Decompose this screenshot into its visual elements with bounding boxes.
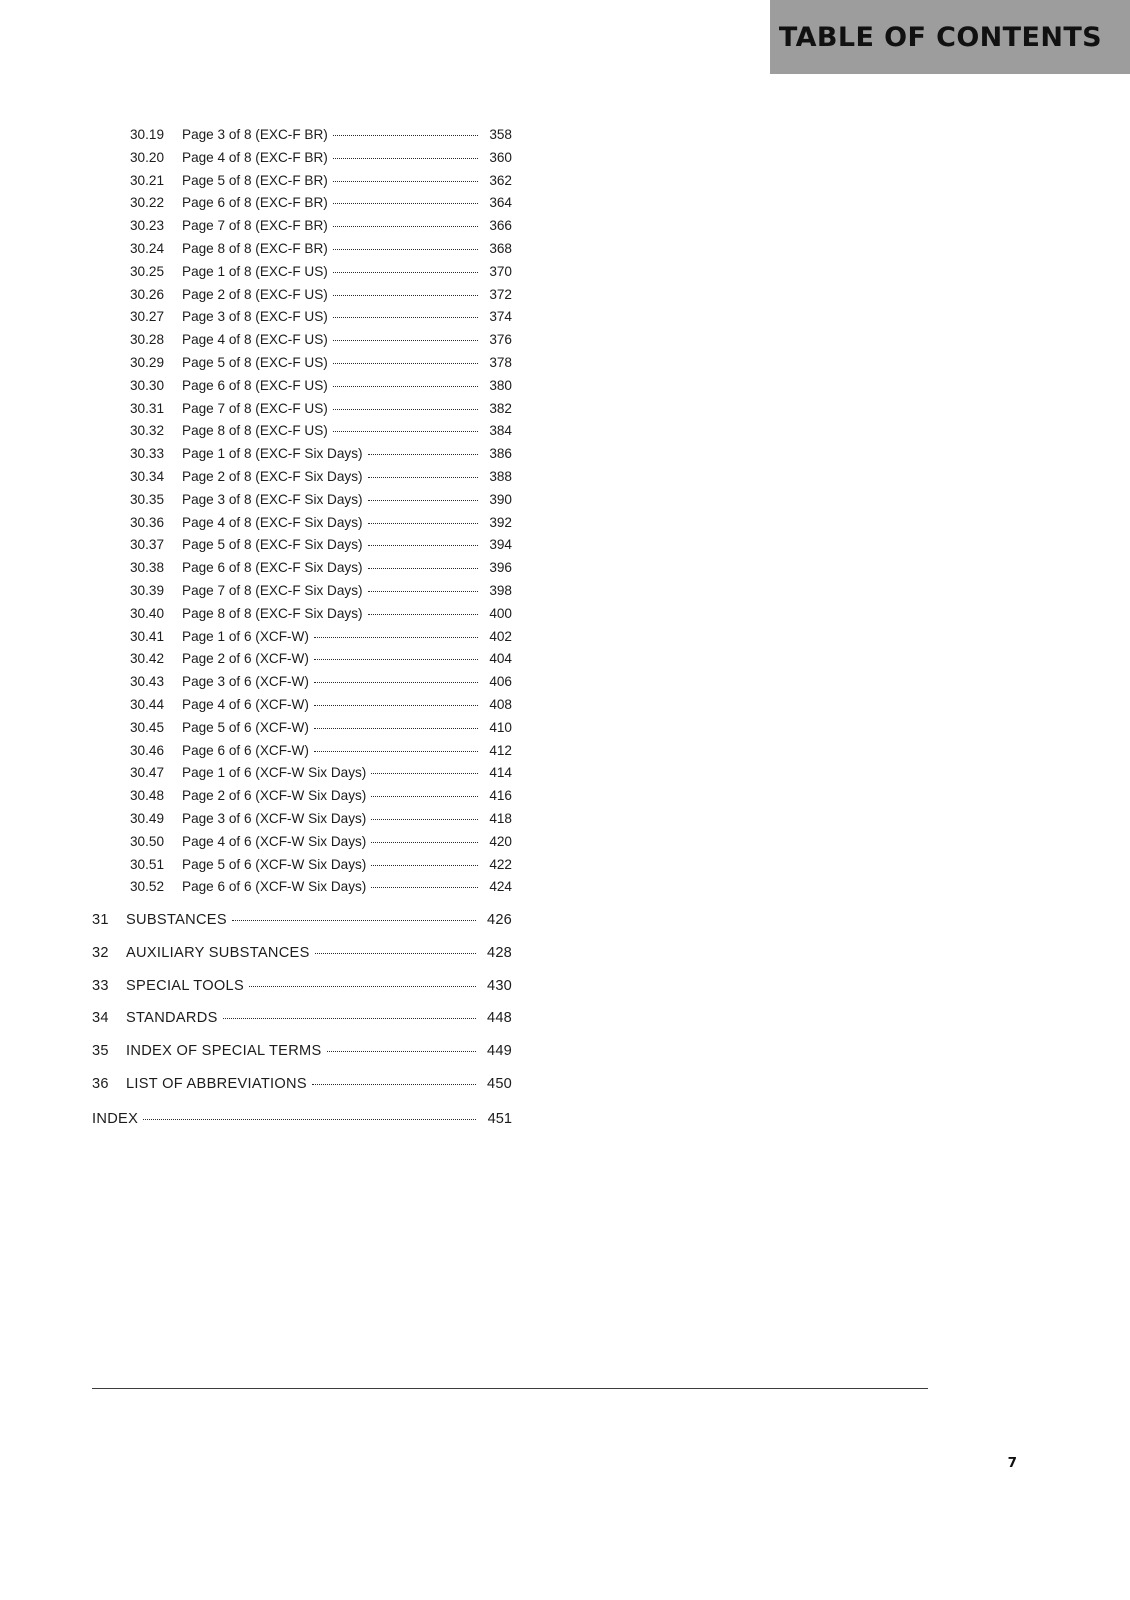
entry-number: 30.21: [130, 172, 165, 188]
entry-page: 394: [489, 537, 512, 553]
toc-entry[interactable]: [92, 192, 512, 215]
entry-number: 30.36: [130, 514, 165, 530]
leader-dots: [333, 339, 478, 341]
toc-entry[interactable]: [92, 717, 512, 740]
toc-entry[interactable]: [92, 124, 512, 147]
chapter-number: 33: [92, 977, 109, 994]
entry-label: Page 7 of 8 (EXC-F BR): [182, 218, 328, 234]
entry-page: 414: [489, 765, 512, 781]
entry-number: 30.51: [130, 856, 165, 872]
toc-entry[interactable]: [92, 466, 512, 489]
entry-number: 30.26: [130, 286, 165, 302]
chapter-page: 430: [487, 977, 512, 994]
chapter-number: 32: [92, 944, 109, 961]
entry-number: 30.47: [130, 765, 165, 781]
entry-page: 372: [489, 286, 512, 302]
entry-label: Page 2 of 8 (EXC-F US): [182, 286, 328, 302]
leader-dots: [371, 841, 478, 843]
entry-label: Page 8 of 8 (EXC-F BR): [182, 240, 328, 256]
entry-page: 424: [489, 879, 512, 895]
entry-page: 374: [489, 309, 512, 325]
leader-dots: [333, 134, 478, 136]
leader-dots: [314, 658, 478, 660]
leader-dots: [314, 750, 478, 752]
toc-entry[interactable]: [92, 580, 512, 603]
entry-number: 30.40: [130, 605, 165, 621]
leader-dots: [314, 681, 478, 683]
chapter-label: INDEX OF SPECIAL TERMS: [126, 1043, 322, 1060]
entry-number: 30.33: [130, 446, 165, 462]
entry-page: 412: [489, 742, 512, 758]
entry-label: Page 8 of 8 (EXC-F Six Days): [182, 605, 363, 621]
leader-dots: [333, 362, 478, 364]
leader-dots: [368, 544, 478, 546]
leader-dots: [327, 1050, 476, 1052]
entry-page: 366: [489, 218, 512, 234]
toc-entry[interactable]: [92, 147, 512, 170]
entry-label: Page 4 of 6 (XCF-W): [182, 696, 309, 712]
entry-page: 402: [489, 628, 512, 644]
leader-dots: [333, 385, 478, 387]
toc-entry[interactable]: [92, 785, 512, 808]
toc-entry[interactable]: [92, 854, 512, 877]
entry-number: 30.52: [130, 879, 165, 895]
entry-page: 378: [489, 354, 512, 370]
entry-label: Page 3 of 8 (EXC-F BR): [182, 127, 328, 142]
chapter-label: SUBSTANCES: [126, 912, 227, 929]
entry-label: Page 1 of 8 (EXC-F Six Days): [182, 446, 363, 462]
toc-chapter[interactable]: [92, 975, 512, 998]
entry-label: Page 7 of 8 (EXC-F US): [182, 400, 328, 416]
toc-chapter[interactable]: [92, 1073, 512, 1096]
entry-number: 30.44: [130, 696, 165, 712]
chapter-number: 35: [92, 1043, 109, 1060]
entry-number: 30.38: [130, 560, 165, 576]
entry-label: Page 2 of 6 (XCF-W Six Days): [182, 788, 367, 804]
entry-page: 422: [489, 856, 512, 872]
toc-entry[interactable]: [92, 420, 512, 443]
leader-dots: [333, 408, 478, 410]
entry-page: 382: [489, 400, 512, 416]
entry-page: 368: [489, 240, 512, 256]
entry-number: 30.22: [130, 195, 165, 211]
entry-number: 30.25: [130, 263, 165, 279]
entry-number: 30.42: [130, 651, 165, 667]
leader-dots: [333, 248, 478, 250]
chapter-number: 34: [92, 1010, 109, 1027]
toc-entry[interactable]: [92, 352, 512, 375]
entry-label: Page 3 of 6 (XCF-W): [182, 674, 309, 690]
entry-number: 30.27: [130, 309, 165, 325]
leader-dots: [333, 430, 478, 432]
toc-entry[interactable]: [92, 329, 512, 352]
entry-page: 406: [489, 674, 512, 690]
entry-label: Page 5 of 8 (EXC-F US): [182, 354, 328, 370]
toc-chapter[interactable]: [92, 1007, 512, 1030]
toc-entry[interactable]: [92, 261, 512, 284]
toc-index-entry[interactable]: [92, 1108, 512, 1131]
toc-entry[interactable]: [92, 215, 512, 238]
toc-entry[interactable]: [92, 694, 512, 717]
leader-dots: [333, 225, 478, 227]
toc-entry[interactable]: [92, 398, 512, 421]
leader-dots: [314, 727, 478, 729]
toc-entry[interactable]: [92, 306, 512, 329]
entry-number: 30.35: [130, 491, 165, 507]
entry-page: 386: [489, 446, 512, 462]
entry-page: 360: [489, 149, 512, 165]
leader-dots: [368, 522, 478, 524]
entry-number: 30.49: [130, 810, 165, 826]
entry-number: 30.23: [130, 218, 165, 234]
chapter-number: 31: [92, 912, 109, 929]
toc-entry[interactable]: [92, 489, 512, 512]
entry-number: 30.43: [130, 674, 165, 690]
leader-dots: [371, 795, 478, 797]
entry-page: 408: [489, 696, 512, 712]
entry-number: 30.19: [130, 127, 165, 142]
entry-page: 364: [489, 195, 512, 211]
leader-dots: [368, 476, 478, 478]
toc-entry[interactable]: [92, 170, 512, 193]
entry-page: 376: [489, 332, 512, 348]
entry-number: 30.37: [130, 537, 165, 553]
entry-page: 410: [489, 719, 512, 735]
leader-dots: [333, 294, 478, 296]
leader-dots: [368, 499, 478, 501]
entry-page: 358: [489, 127, 512, 142]
leader-dots: [314, 704, 478, 706]
entry-label: Page 1 of 6 (XCF-W): [182, 628, 309, 644]
entry-label: Page 2 of 6 (XCF-W): [182, 651, 309, 667]
entry-label: Page 6 of 6 (XCF-W Six Days): [182, 879, 367, 895]
entry-number: 30.50: [130, 833, 165, 849]
entry-label: Page 6 of 8 (EXC-F Six Days): [182, 560, 363, 576]
entry-label: Page 2 of 8 (EXC-F Six Days): [182, 468, 363, 484]
page-title: TABLE OF CONTENTS: [778, 21, 1102, 53]
toc-entry[interactable]: [92, 671, 512, 694]
leader-dots: [368, 613, 478, 615]
entry-number: 30.24: [130, 240, 165, 256]
leader-dots: [333, 316, 478, 318]
chapter-label: LIST OF ABBREVIATIONS: [126, 1076, 307, 1093]
leader-dots: [371, 772, 478, 774]
toc-entry[interactable]: [92, 762, 512, 785]
toc-chapter[interactable]: [92, 909, 512, 932]
chapter-number: 36: [92, 1076, 109, 1093]
leader-dots: [333, 157, 478, 159]
toc-entry[interactable]: [92, 534, 512, 557]
chapter-label: SPECIAL TOOLS: [126, 977, 244, 994]
toc-entry[interactable]: [92, 740, 512, 763]
entry-page: 404: [489, 651, 512, 667]
entry-number: 30.31: [130, 400, 165, 416]
toc-entry[interactable]: [92, 648, 512, 671]
toc-entry[interactable]: [92, 284, 512, 307]
entry-number: 30.41: [130, 628, 165, 644]
entry-label: Page 8 of 8 (EXC-F US): [182, 423, 328, 439]
toc-entry[interactable]: [92, 443, 512, 466]
toc-entry[interactable]: [92, 512, 512, 535]
chapter-entries: [92, 909, 512, 1096]
entry-page: 398: [489, 582, 512, 598]
toc-entry[interactable]: [92, 238, 512, 261]
leader-dots: [314, 636, 478, 638]
entry-number: 30.30: [130, 377, 165, 393]
leader-dots: [368, 453, 478, 455]
entry-page: 416: [489, 788, 512, 804]
entry-label: Page 4 of 8 (EXC-F US): [182, 332, 328, 348]
toc-entry[interactable]: [92, 375, 512, 398]
entry-page: 380: [489, 377, 512, 393]
entry-label: Page 5 of 6 (XCF-W): [182, 719, 309, 735]
entry-label: Page 6 of 8 (EXC-F BR): [182, 195, 328, 211]
leader-dots: [371, 886, 478, 888]
entry-number: 30.20: [130, 149, 165, 165]
footer-page-number: 7: [1007, 1455, 1017, 1471]
entry-label: Page 5 of 8 (EXC-F BR): [182, 172, 328, 188]
entry-page: 420: [489, 833, 512, 849]
entry-label: Page 6 of 6 (XCF-W): [182, 742, 309, 758]
entry-label: Page 6 of 8 (EXC-F US): [182, 377, 328, 393]
subsection-entries: [92, 124, 512, 899]
leader-dots: [371, 818, 478, 820]
entry-label: Page 1 of 6 (XCF-W Six Days): [182, 765, 367, 781]
entry-label: Page 3 of 8 (EXC-F US): [182, 309, 328, 325]
entry-number: 30.28: [130, 332, 165, 348]
chapter-label: AUXILIARY SUBSTANCES: [126, 944, 310, 961]
leader-dots: [368, 567, 478, 569]
chapter-label: STANDARDS: [126, 1010, 218, 1027]
entry-page: 370: [489, 263, 512, 279]
chapter-page: 428: [487, 944, 512, 961]
leader-dots: [249, 985, 476, 987]
entry-page: 418: [489, 810, 512, 826]
toc-entry[interactable]: [92, 603, 512, 626]
leader-dots: [333, 271, 478, 273]
index-label: INDEX: [92, 1110, 139, 1127]
chapter-page: 450: [487, 1076, 512, 1093]
entry-label: Page 4 of 8 (EXC-F BR): [182, 149, 328, 165]
entry-page: 362: [489, 172, 512, 188]
entry-number: 30.48: [130, 788, 165, 804]
entry-page: 392: [489, 514, 512, 530]
entry-label: Page 7 of 8 (EXC-F Six Days): [182, 582, 363, 598]
entry-label: Page 1 of 8 (EXC-F US): [182, 263, 328, 279]
toc-entry[interactable]: [92, 831, 512, 854]
footer-divider: [92, 1388, 928, 1389]
leader-dots: [232, 919, 476, 921]
entry-number: 30.39: [130, 582, 165, 598]
leader-dots: [333, 202, 478, 204]
table-of-contents-list: [92, 124, 512, 1131]
leader-dots: [312, 1083, 476, 1085]
entry-label: Page 5 of 8 (EXC-F Six Days): [182, 537, 363, 553]
entry-page: 400: [489, 605, 512, 621]
entry-number: 30.45: [130, 719, 165, 735]
toc-chapter[interactable]: [92, 942, 512, 965]
entry-label: Page 4 of 6 (XCF-W Six Days): [182, 833, 367, 849]
index-page: 451: [487, 1110, 512, 1127]
entry-page: 390: [489, 491, 512, 507]
toc-entry[interactable]: [92, 626, 512, 649]
table-of-contents-header: [770, 0, 1130, 74]
entry-number: 30.46: [130, 742, 165, 758]
entry-label: Page 4 of 8 (EXC-F Six Days): [182, 514, 363, 530]
leader-dots: [371, 864, 478, 866]
entry-label: Page 3 of 6 (XCF-W Six Days): [182, 810, 367, 826]
entry-page: 384: [489, 423, 512, 439]
entry-label: Page 3 of 8 (EXC-F Six Days): [182, 491, 363, 507]
entry-page: 388: [489, 468, 512, 484]
leader-dots: [143, 1118, 476, 1120]
leader-dots: [315, 952, 476, 954]
chapter-page: 426: [487, 912, 512, 929]
chapter-page: 449: [487, 1043, 512, 1060]
leader-dots: [368, 590, 478, 592]
toc-chapter[interactable]: [92, 1040, 512, 1063]
entry-number: 30.29: [130, 354, 165, 370]
entry-number: 30.32: [130, 423, 165, 439]
entry-label: Page 5 of 6 (XCF-W Six Days): [182, 856, 367, 872]
leader-dots: [223, 1017, 476, 1019]
toc-entry[interactable]: [92, 557, 512, 580]
entry-page: 396: [489, 560, 512, 576]
leader-dots: [333, 180, 478, 182]
toc-entry[interactable]: [92, 808, 512, 831]
entry-number: 30.34: [130, 468, 165, 484]
toc-entry[interactable]: [92, 876, 512, 899]
chapter-page: 448: [487, 1010, 512, 1027]
